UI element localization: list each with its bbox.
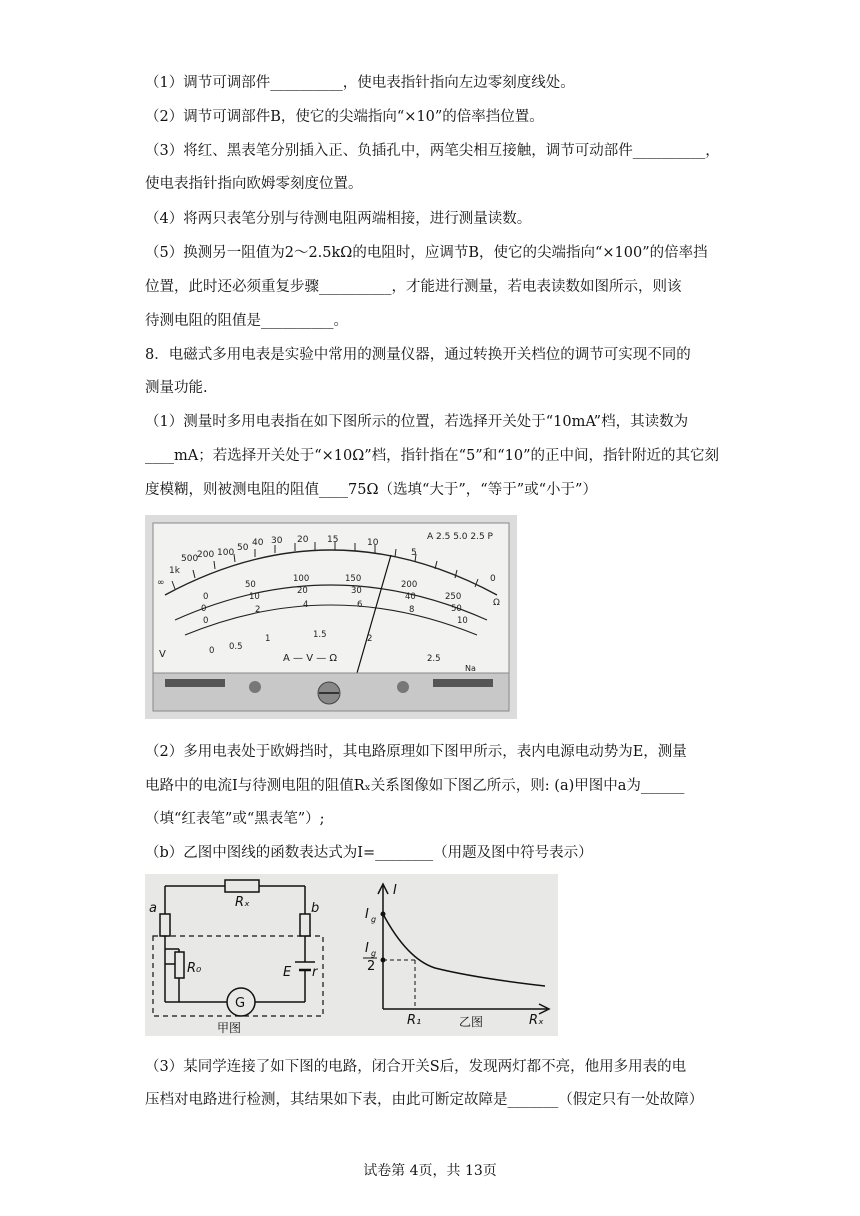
dc3-0: 0 (203, 616, 209, 626)
dc3-2: 2 (255, 605, 261, 615)
text-line-11: （1）测量时多用电表指在如下图所示的位置，若选择开关处于“10mA”档，其读数为 (145, 414, 689, 430)
meter-header-marks: A 2.5 5.0 2.5 P (427, 532, 493, 542)
circuit-graph-figure (145, 874, 558, 1036)
dc1-250: 250 (445, 592, 462, 602)
ac-label: V (159, 649, 166, 660)
r0-label: R₀ (187, 961, 202, 976)
meter-na-label: Na (465, 664, 476, 673)
graph-ig-sub: g (371, 915, 377, 924)
emf-label: E (283, 965, 292, 980)
dc1-0: 0 (203, 592, 209, 602)
dc2-30: 30 (351, 586, 362, 596)
text-line-13: 度模糊，则被测电阻的阻值____75Ω（选填“大于”，“等于”或“小于”） (145, 482, 597, 498)
dc2-50: 50 (451, 604, 462, 614)
ac-2: 2 (367, 634, 373, 644)
dc3-8: 8 (409, 605, 415, 615)
ohm-label-30: 30 (271, 536, 283, 546)
dc1-50: 50 (245, 580, 256, 590)
ac-0: 0 (209, 646, 215, 656)
ac-1: 1 (265, 634, 271, 644)
dc1-150: 150 (345, 574, 362, 584)
dc2-20: 20 (297, 586, 308, 596)
dc3-6: 6 (357, 600, 363, 610)
text-line-2: （2）调节可调部件B，使它的尖端指向“×10”的倍率挡位置。 (145, 109, 544, 125)
graph-r1-label: R₁ (407, 1013, 422, 1028)
text-line-1: （1）调节可调部件__________，使电表指针指向左边零刻度线处。 (145, 75, 575, 91)
meter-bottom-label: A — V — Ω (283, 653, 338, 664)
ohm-label-40: 40 (252, 538, 264, 548)
probe-b-label: b (311, 901, 320, 916)
text-line-19: 压档对电路进行检测，其结果如下表，由此可断定故障是_______（假定只有一处故障） (145, 1092, 704, 1108)
ohm-label-1k: 1k (169, 566, 180, 576)
graph-caption: 乙图 (459, 1015, 484, 1029)
graph-y-axis-label: I (393, 883, 397, 898)
ohm-label-200: 200 (197, 550, 215, 560)
ohm-label-5: 5 (411, 548, 417, 558)
text-line-8: 待测电阻的阻值是__________。 (145, 313, 348, 329)
text-line-4: 使电表指针指向欧姆零刻度位置。 (145, 176, 363, 192)
ohm-label-100: 100 (217, 548, 235, 558)
graph-half-ig-sub: g (371, 949, 377, 958)
ohm-label-inf: ∞ (157, 578, 165, 588)
text-line-6: （5）换测另一阻值为2～2.5kΩ的电阻时，应调节B，使它的尖端指向“×100”的倍率挡 (145, 245, 708, 261)
ohm-label-0: 0 (490, 574, 496, 584)
graph-ig-label: I (365, 907, 369, 922)
ac-0-5: 0.5 (229, 642, 243, 652)
question-8-line-2: 测量功能. (145, 380, 208, 396)
ohm-label-500: 500 (181, 554, 199, 564)
ohm-label-20: 20 (297, 535, 309, 545)
text-line-3: （3）将红、黑表笔分别插入正、负插孔中，两笔尖相互接触，调节可动部件__________， (145, 143, 720, 159)
dc2-0: 0 (201, 604, 207, 614)
dc2-10: 10 (249, 592, 260, 602)
text-line-5: （4）将两只表笔分别与待测电阻两端相接，进行测量读数。 (145, 211, 532, 227)
dc3-4: 4 (303, 600, 309, 610)
dc1-200: 200 (401, 580, 418, 590)
multimeter-dial-figure (145, 515, 517, 719)
question-8-line-1: 8．电磁式多用电表是实验中常用的测量仪器，通过转换开关档位的调节可实现不同的 (145, 347, 691, 363)
graph-half-denominator: 2 (367, 959, 376, 974)
internal-r-label: r (312, 965, 318, 980)
ohm-label-10: 10 (367, 538, 379, 548)
circuit-caption: 甲图 (217, 1021, 242, 1035)
page-footer: 试卷第 4页，共 13页 (363, 1163, 497, 1179)
dc1-100: 100 (293, 574, 310, 584)
ohm-label-15: 15 (327, 535, 339, 545)
dc3-10: 10 (457, 616, 468, 626)
ac-2-5: 2.5 (427, 654, 441, 664)
text-line-16: （填“红表笔”或“黑表笔”）; (145, 811, 325, 827)
dc2-40: 40 (405, 592, 416, 602)
text-line-7: 位置，此时还必须重复步骤__________，才能进行测量，若电表读数如图所示，则该 (145, 279, 682, 295)
graph-half-ig-label: I (365, 941, 369, 956)
rx-label: Rₓ (235, 895, 250, 910)
galvanometer-label: G (235, 996, 246, 1011)
text-line-17: （b）乙图中图线的函数表达式为I=________（用题及图中符号表示） (145, 845, 593, 861)
text-line-14: （2）多用电表处于欧姆挡时，其电路原理如下图甲所示，表内电源电动势为E，测量 (145, 744, 687, 760)
text-line-12: ____mA；若选择开关处于“×10Ω”档，指针指在“5”和“10”的正中间，指针附近的其它刻 (145, 448, 719, 464)
ac-1-5: 1.5 (313, 630, 327, 640)
ohm-unit-label: Ω (493, 598, 500, 608)
graph-x-axis-label: Rₓ (529, 1013, 544, 1028)
ohm-label-50: 50 (237, 543, 249, 553)
text-line-18: （3）某同学连接了如下图的电路，闭合开关S后，发现两灯都不亮，他用多用表的电 (145, 1059, 687, 1075)
text-line-15: 电路中的电流I与待测电阻的阻值Rₓ关系图像如下图乙所示，则: (a)甲图中a为______ (145, 778, 685, 794)
probe-a-label: a (149, 901, 157, 916)
